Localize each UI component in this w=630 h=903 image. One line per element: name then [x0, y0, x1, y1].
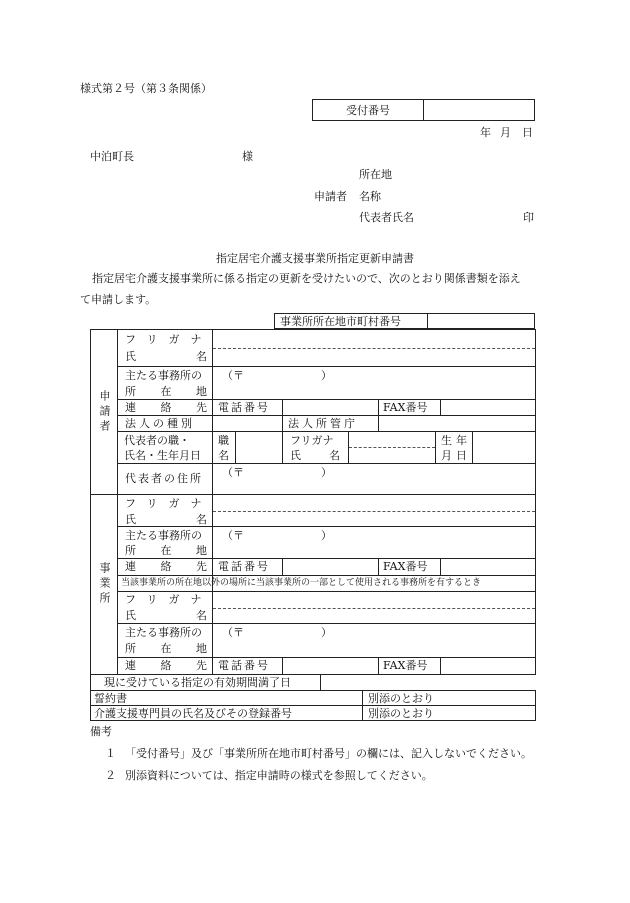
applicant-fax-label: FAX番号 [383, 401, 428, 414]
pledge-value: 別添のとおり [368, 692, 434, 705]
document-title: 指定居宅介護支援事業所指定更新申請書 [216, 252, 414, 265]
branch-fax-label: FAX番号 [383, 659, 428, 672]
applicant-contact-label: 連 絡 先 [125, 401, 207, 414]
remarks-heading: 備考 [90, 725, 112, 738]
corp-type-field[interactable] [215, 417, 280, 430]
branch-furigana-label: フリガナ [125, 593, 213, 606]
date-day: 日 [522, 126, 533, 139]
applicant-fax-field[interactable] [443, 401, 533, 414]
applicant-phone-field[interactable] [285, 401, 375, 414]
care-manager-value: 別添のとおり [368, 707, 434, 720]
form-number: 様式第２号（第３条関係） [80, 82, 212, 95]
remark-1-number: １ [105, 747, 116, 760]
rep-birth-field[interactable] [475, 434, 533, 461]
applicant-label: 申請者 [314, 190, 347, 203]
branch-office-note: 当該事業所の所在地以外の場所に当該事業所の一部として使用される事務所を有するとき [121, 578, 482, 588]
office-name-row-label: 氏 名 [125, 513, 207, 526]
rep-birth-label: 生年 [441, 434, 471, 447]
applicant-group-label: 申請者 [98, 389, 111, 435]
rep-shoku-label: 職 [218, 434, 229, 447]
expiry-label: 現に受けている指定の有効期間満了日 [104, 676, 291, 689]
applicant-name-label: 名称 [359, 190, 381, 203]
applicant-postal[interactable]: （〒 ） [222, 369, 332, 382]
intro-line-2: て申請します。 [80, 293, 157, 306]
rep-title-field[interactable] [238, 434, 280, 461]
rep-furigana-field[interactable] [352, 434, 432, 446]
seal-mark: 印 [523, 211, 534, 224]
branch-office-label: 主たる事務所の [125, 626, 202, 639]
date-year: 年 [480, 126, 491, 139]
office-contact-label: 連 絡 先 [125, 560, 207, 573]
office-address-label: 所 在 地 [125, 544, 207, 557]
office-furigana-label: フリガナ [125, 497, 213, 510]
branch-furigana-field[interactable] [217, 593, 533, 606]
applicant-phone-label: 電話番号 [218, 401, 270, 414]
rep-address-label: 代表者の住所 [125, 472, 203, 485]
office-name-field[interactable] [217, 513, 533, 525]
branch-phone-label: 電話番号 [218, 659, 270, 672]
branch-contact-label: 連 絡 先 [125, 659, 207, 672]
rep-name-birth-label: 氏名・生年月日 [124, 449, 201, 462]
rep-birth-label-2: 月日 [441, 449, 471, 462]
office-phone-field[interactable] [285, 560, 375, 573]
branch-name-row-label: 氏 名 [125, 609, 207, 622]
rep-name-field[interactable] [352, 449, 432, 461]
applicant-office-label: 主たる事務所の [125, 369, 202, 382]
date-month: 月 [500, 126, 511, 139]
office-main-label: 主たる事務所の [125, 529, 202, 542]
office-phone-label: 電話番号 [218, 560, 270, 573]
remark-2-number: ２ [105, 769, 116, 782]
branch-fax-field[interactable] [443, 659, 533, 672]
applicant-name-row-label: 氏 名 [125, 350, 207, 363]
remark-2-text: 別添資料については、指定申請時の様式を参照してください。 [125, 769, 433, 782]
rep-furigana-label: フリガナ [290, 434, 334, 447]
addressee-honorific: 様 [242, 150, 253, 163]
remark-1-text: 「受付番号」及び「事業所所在地市町村番号」の欄には、記入しないでください。 [125, 747, 532, 760]
office-fax-label: FAX番号 [383, 560, 428, 573]
town-code-label: 事業所所在地市町村番号 [280, 315, 401, 328]
branch-name-field[interactable] [217, 609, 533, 622]
pledge-label: 誓約書 [94, 692, 127, 705]
applicant-furigana-field[interactable] [217, 332, 533, 346]
corp-type-label: 法人の種別 [125, 417, 195, 430]
rep-name-label: 氏 名 [290, 449, 340, 462]
applicant-address-label: 所在地 [359, 168, 392, 181]
office-postal[interactable]: （〒 ） [222, 529, 332, 542]
branch-postal[interactable]: （〒 ） [222, 626, 332, 639]
rep-mei-label: 名 [218, 449, 229, 462]
office-furigana-field[interactable] [217, 497, 533, 510]
corp-authority-field[interactable] [381, 417, 533, 430]
applicant-name-field[interactable] [217, 350, 533, 364]
addressee-name: 中泊町長 [90, 150, 134, 163]
branch-phone-field[interactable] [285, 659, 375, 672]
receipt-number-field[interactable] [427, 104, 531, 118]
rep-title-label: 代表者の職・ [124, 434, 190, 447]
applicant-furigana-label: フリガナ [125, 333, 213, 346]
rep-postal[interactable]: （〒 ） [222, 466, 332, 479]
receipt-number-label: 受付番号 [346, 104, 390, 117]
branch-address-label: 所 在 地 [125, 642, 207, 655]
intro-line-1: 指定居宅介護支援事業所に係る指定の更新を受けたいので、次のとおり関係書類を添え [92, 272, 521, 285]
office-fax-field[interactable] [443, 560, 533, 573]
care-manager-label: 介護支援専門員の氏名及びその登録番号 [94, 707, 292, 720]
corp-authority-label: 法人所管庁 [288, 417, 358, 430]
office-group-label: 事業所 [98, 562, 111, 607]
representative-label: 代表者氏名 [359, 211, 414, 224]
applicant-office-address-label: 所 在 地 [125, 385, 207, 398]
town-code-field[interactable] [430, 315, 532, 328]
